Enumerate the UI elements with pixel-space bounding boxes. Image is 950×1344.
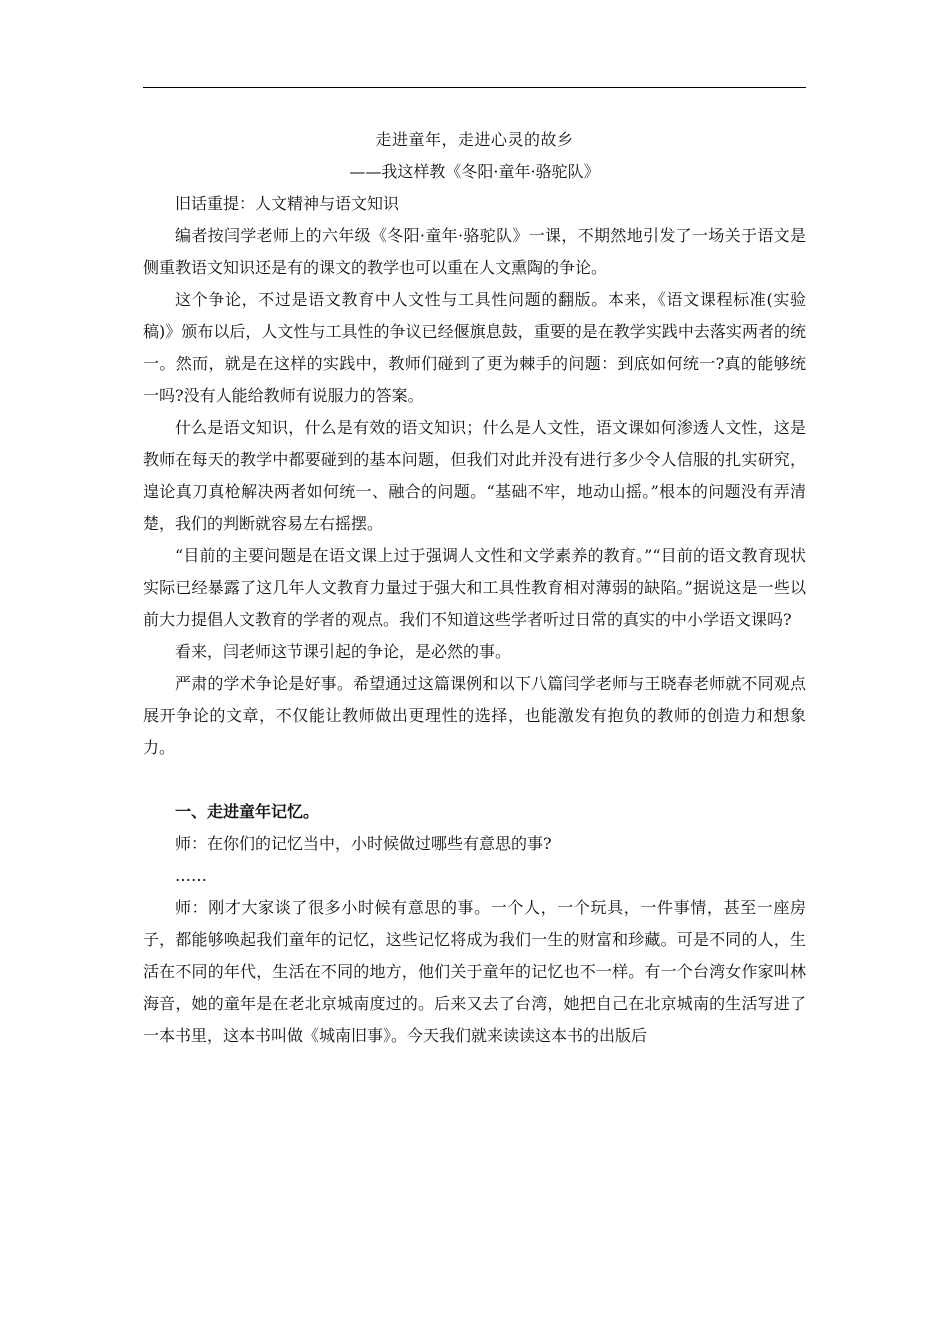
paragraph: 这个争论，不过是语文教育中人文性与工具性问题的翻版。本来，《语文课程标准(实验稿)》颁布以后，人文性与工具性的争议已经偃旗息鼓，重要的是在教学实践中去落实两者的统一。然而，就是在这样的实践中，教师们碰到了更为棘手的问题：到底如何统一?真的能够统一吗?没有人能给教师有说服力的答案。 <box>143 290 806 405</box>
header-rule <box>143 87 806 88</box>
paragraph-editor-note: 编者按闫学老师上的六年级《冬阳·童年·骆驼队》一课，不期然地引发了一场关于语文是侧重教语文知识还是有的课文的教学也可以重在人文熏陶的争论。 <box>143 226 806 277</box>
paragraph: 严肃的学术争论是好事。希望通过这篇课例和以下八篇闫学老师与王晓春老师就不同观点展开争论的文章，不仅能让教师做出更理性的选择，也能激发有抱负的教师的创造力和想象力。 <box>143 674 806 757</box>
section-spacer <box>143 764 806 796</box>
document-body <box>143 124 806 1052</box>
paragraph: “目前的主要问题是在语文课上过于强调人文性和文学素养的教育。”“目前的语文教育现状实际已经暴露了这几年人文教育力量过于强大和工具性教育相对薄弱的缺陷。”据说这是一些以前大力提倡人文教育的学者的观点。我们不知道这些学者听过日常的真实的中小学语文课吗? <box>143 546 806 629</box>
paragraph: 看来，闫老师这节课引起的争论，是必然的事。 <box>175 642 512 661</box>
document-subtitle: ——我这样教《冬阳·童年·骆驼队》 <box>349 162 600 181</box>
ellipsis: …… <box>175 866 207 885</box>
document-title: 走进童年，走进心灵的故乡 <box>375 130 574 149</box>
paragraph: 什么是语文知识，什么是有效的语文知识；什么是人文性，语文课如何渗透人文性，这是教师在每天的教学中都要碰到的基本问题，但我们对此并没有进行多少令人信服的扎实研究，遑论真刀真枪解决两者如何统一、融合的问题。“基础不牢，地动山摇。”根本的问题没有弄清楚，我们的判断就容易左右摇摆。 <box>143 418 806 533</box>
intro-label: 旧话重提：人文精神与语文知识 <box>175 194 400 213</box>
section-heading: 一、走进童年记忆。 <box>175 802 320 821</box>
teacher-remark: 师：刚才大家谈了很多小时候有意思的事。一个人，一个玩具，一件事情，甚至一座房子，都能够唤起我们童年的记忆，这些记忆将成为我们一生的财富和珍藏。可是不同的人，生活在不同的年代，生活在不同的地方，他们关于童年的记忆也不一样。有一个台湾女作家叫林海音，她的童年是在老北京城南度过的。后来又去了台湾，她把自己在北京城南的生活写进了一本书里，这本书叫做《城南旧事》。今天我们就来读读这本书的出版后 <box>143 898 806 1045</box>
teacher-question: 师：在你们的记忆当中，小时候做过哪些有意思的事? <box>175 834 552 853</box>
